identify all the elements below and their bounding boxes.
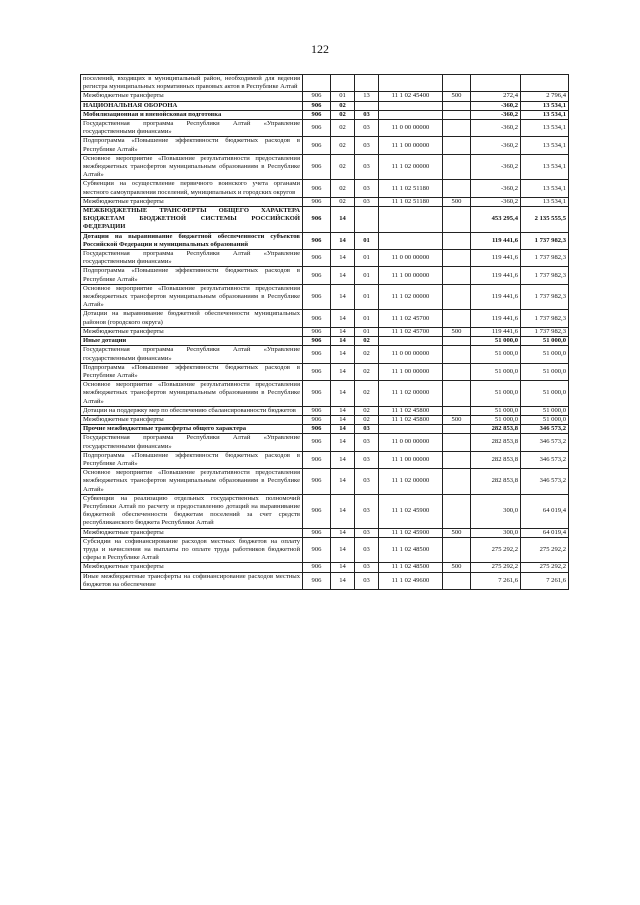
amount-year-2: 275 292,2 bbox=[521, 563, 569, 572]
row-name: Государственная программа Республики Алтай «Управление государственными финансами» bbox=[81, 120, 303, 137]
amount-year-2: 13 534,1 bbox=[521, 110, 569, 119]
subsection-code: 03 bbox=[355, 180, 379, 197]
section-code: 14 bbox=[331, 250, 355, 267]
table-row bbox=[81, 451, 569, 468]
subsection-code: 03 bbox=[355, 137, 379, 154]
amount-year-2: 13 534,1 bbox=[521, 197, 569, 206]
ministry-code: 906 bbox=[303, 381, 331, 407]
ministry-code: 906 bbox=[303, 346, 331, 363]
expense-type-code bbox=[443, 110, 471, 119]
section-code: 14 bbox=[331, 381, 355, 407]
amount-year-2: 64 019,4 bbox=[521, 528, 569, 537]
expense-type-code bbox=[443, 425, 471, 434]
subsection-code: 01 bbox=[355, 232, 379, 249]
row-name: Подпрограмма «Повышение эффективности бюджетных расходов в Республике Алтай» bbox=[81, 451, 303, 468]
expense-type-code bbox=[443, 363, 471, 380]
subsection-code: 03 bbox=[355, 494, 379, 528]
amount-year-1: 119 441,6 bbox=[471, 232, 521, 249]
amount-year-2: 346 573,2 bbox=[521, 451, 569, 468]
table-row bbox=[81, 469, 569, 495]
subsection-code: 03 bbox=[355, 425, 379, 434]
amount-year-2: 51 000,0 bbox=[521, 406, 569, 415]
target-article-code: 11 1 02 45900 bbox=[379, 494, 443, 528]
ministry-code: 906 bbox=[303, 110, 331, 119]
ministry-code: 906 bbox=[303, 337, 331, 346]
section-code: 02 bbox=[331, 197, 355, 206]
ministry-code: 906 bbox=[303, 207, 331, 233]
expense-type-code bbox=[443, 267, 471, 284]
ministry-code: 906 bbox=[303, 154, 331, 180]
table-row bbox=[81, 381, 569, 407]
amount-year-1: 282 853,8 bbox=[471, 469, 521, 495]
amount-year-1: 119 441,6 bbox=[471, 267, 521, 284]
expense-type-code bbox=[443, 207, 471, 233]
row-name: Дотации на выравнивание бюджетной обеспеченности субъектов Российской Федерации и муниципальных образований bbox=[81, 232, 303, 249]
expense-type-code bbox=[443, 346, 471, 363]
amount-year-1: 119 441,6 bbox=[471, 310, 521, 327]
section-code: 01 bbox=[331, 92, 355, 101]
row-name: Государственная программа Республики Алтай «Управление государственными финансами» bbox=[81, 434, 303, 451]
row-name: Межбюджетные трансферты bbox=[81, 92, 303, 101]
ministry-code: 906 bbox=[303, 434, 331, 451]
row-name: Межбюджетные трансферты bbox=[81, 415, 303, 424]
amount-year-1: 51 000,0 bbox=[471, 415, 521, 424]
expense-type-code bbox=[443, 572, 471, 589]
row-name: Межбюджетные трансферты bbox=[81, 327, 303, 336]
amount-year-1: 300,0 bbox=[471, 528, 521, 537]
table-row bbox=[81, 572, 569, 589]
section-code: 14 bbox=[331, 267, 355, 284]
table-row bbox=[81, 363, 569, 380]
target-article-code: 11 1 02 45900 bbox=[379, 528, 443, 537]
section-code: 02 bbox=[331, 110, 355, 119]
section-code: 14 bbox=[331, 425, 355, 434]
section-code: 14 bbox=[331, 528, 355, 537]
ministry-code: 906 bbox=[303, 250, 331, 267]
target-article-code bbox=[379, 425, 443, 434]
row-name: Основное мероприятие «Повышение результативности предоставления межбюджетных трансфертов муниципальным образованиям в Республике Алтай» bbox=[81, 284, 303, 310]
target-article-code: 11 1 02 45800 bbox=[379, 415, 443, 424]
table-row bbox=[81, 494, 569, 528]
amount-year-1 bbox=[471, 75, 521, 92]
amount-year-1: 282 853,8 bbox=[471, 451, 521, 468]
section-code bbox=[331, 75, 355, 92]
amount-year-2: 275 292,2 bbox=[521, 537, 569, 563]
subsection-code: 03 bbox=[355, 451, 379, 468]
subsection-code: 02 bbox=[355, 363, 379, 380]
section-code: 14 bbox=[331, 284, 355, 310]
amount-year-1: 51 000,0 bbox=[471, 381, 521, 407]
target-article-code: 11 1 02 49600 bbox=[379, 572, 443, 589]
ministry-code: 906 bbox=[303, 494, 331, 528]
expense-type-code bbox=[443, 232, 471, 249]
ministry-code: 906 bbox=[303, 572, 331, 589]
section-code: 02 bbox=[331, 137, 355, 154]
ministry-code: 906 bbox=[303, 267, 331, 284]
section-code: 14 bbox=[331, 537, 355, 563]
amount-year-2: 51 000,0 bbox=[521, 363, 569, 380]
amount-year-2: 2 135 555,5 bbox=[521, 207, 569, 233]
table-row bbox=[81, 284, 569, 310]
subsection-code bbox=[355, 207, 379, 233]
amount-year-1: -360,2 bbox=[471, 154, 521, 180]
ministry-code: 906 bbox=[303, 101, 331, 110]
expense-type-code bbox=[443, 180, 471, 197]
section-code: 02 bbox=[331, 154, 355, 180]
table-row bbox=[81, 250, 569, 267]
subsection-code bbox=[355, 75, 379, 92]
amount-year-1: 275 292,2 bbox=[471, 563, 521, 572]
amount-year-2: 1 737 982,3 bbox=[521, 267, 569, 284]
row-name: Основное мероприятие «Повышение результативности предоставления межбюджетных трансфертов муниципальным образованиям в Республике Алтай» bbox=[81, 381, 303, 407]
target-article-code: 11 1 02 00000 bbox=[379, 381, 443, 407]
expense-type-code bbox=[443, 469, 471, 495]
section-code: 14 bbox=[331, 363, 355, 380]
section-code: 14 bbox=[331, 232, 355, 249]
target-article-code: 11 0 00 00000 bbox=[379, 434, 443, 451]
amount-year-2: 64 019,4 bbox=[521, 494, 569, 528]
row-name: МЕЖБЮДЖЕТНЫЕ ТРАНСФЕРТЫ ОБЩЕГО ХАРАКТЕРА БЮДЖЕТАМ БЮДЖЕТНОЙ СИСТЕМЫ РОССИЙСКОЙ ФЕДЕРАЦИИ bbox=[81, 207, 303, 233]
amount-year-2: 346 573,2 bbox=[521, 425, 569, 434]
section-code: 14 bbox=[331, 346, 355, 363]
subsection-code: 02 bbox=[355, 337, 379, 346]
expense-type-code: 500 bbox=[443, 415, 471, 424]
table-row bbox=[81, 232, 569, 249]
expense-type-code bbox=[443, 337, 471, 346]
expense-type-code bbox=[443, 537, 471, 563]
expense-type-code bbox=[443, 406, 471, 415]
amount-year-2: 51 000,0 bbox=[521, 346, 569, 363]
row-name: Основное мероприятие «Повышение результативности предоставления межбюджетных трансфертов муниципальным образованиям в Республике Алтай» bbox=[81, 154, 303, 180]
amount-year-2: 51 000,0 bbox=[521, 381, 569, 407]
subsection-code: 02 bbox=[355, 415, 379, 424]
target-article-code bbox=[379, 337, 443, 346]
amount-year-1: 51 000,0 bbox=[471, 406, 521, 415]
page-number: 122 bbox=[311, 42, 329, 56]
target-article-code bbox=[379, 110, 443, 119]
budget-table bbox=[80, 74, 569, 590]
row-name: Межбюджетные трансферты bbox=[81, 197, 303, 206]
ministry-code: 906 bbox=[303, 310, 331, 327]
table-row bbox=[81, 537, 569, 563]
ministry-code bbox=[303, 75, 331, 92]
row-name: Подпрограмма «Повышение эффективности бюджетных расходов в Республике Алтай» bbox=[81, 267, 303, 284]
ministry-code: 906 bbox=[303, 327, 331, 336]
amount-year-1: 272,4 bbox=[471, 92, 521, 101]
section-code: 02 bbox=[331, 120, 355, 137]
subsection-code: 01 bbox=[355, 310, 379, 327]
table-row bbox=[81, 310, 569, 327]
expense-type-code bbox=[443, 494, 471, 528]
amount-year-1: 453 295,4 bbox=[471, 207, 521, 233]
subsection-code: 03 bbox=[355, 197, 379, 206]
target-article-code bbox=[379, 207, 443, 233]
subsection-code: 02 bbox=[355, 346, 379, 363]
expense-type-code bbox=[443, 284, 471, 310]
target-article-code: 11 1 02 51180 bbox=[379, 197, 443, 206]
table-row bbox=[81, 267, 569, 284]
amount-year-2: 1 737 982,3 bbox=[521, 250, 569, 267]
target-article-code: 11 1 02 51180 bbox=[379, 180, 443, 197]
amount-year-2: 13 534,1 bbox=[521, 120, 569, 137]
expense-type-code: 500 bbox=[443, 563, 471, 572]
section-code: 14 bbox=[331, 207, 355, 233]
amount-year-2: 1 737 982,3 bbox=[521, 232, 569, 249]
amount-year-1: 7 261,6 bbox=[471, 572, 521, 589]
table-row bbox=[81, 434, 569, 451]
expense-type-code bbox=[443, 434, 471, 451]
section-code: 14 bbox=[331, 451, 355, 468]
subsection-code: 02 bbox=[355, 381, 379, 407]
table-row bbox=[81, 406, 569, 415]
section-code: 14 bbox=[331, 494, 355, 528]
target-article-code: 11 0 00 00000 bbox=[379, 250, 443, 267]
table-row bbox=[81, 346, 569, 363]
section-code: 14 bbox=[331, 563, 355, 572]
section-code: 14 bbox=[331, 337, 355, 346]
table-row bbox=[81, 207, 569, 233]
section-code: 14 bbox=[331, 310, 355, 327]
section-code: 14 bbox=[331, 469, 355, 495]
amount-year-1: -360,2 bbox=[471, 101, 521, 110]
amount-year-1: 51 000,0 bbox=[471, 346, 521, 363]
target-article-code: 11 1 02 00000 bbox=[379, 469, 443, 495]
section-code: 14 bbox=[331, 434, 355, 451]
amount-year-2: 51 000,0 bbox=[521, 337, 569, 346]
table-row bbox=[81, 528, 569, 537]
expense-type-code bbox=[443, 381, 471, 407]
target-article-code bbox=[379, 232, 443, 249]
row-name: Прочие межбюджетные трансферты общего характера bbox=[81, 425, 303, 434]
subsection-code: 03 bbox=[355, 563, 379, 572]
ministry-code: 906 bbox=[303, 363, 331, 380]
subsection-code: 03 bbox=[355, 537, 379, 563]
amount-year-2: 7 261,6 bbox=[521, 572, 569, 589]
ministry-code: 906 bbox=[303, 197, 331, 206]
amount-year-1: -360,2 bbox=[471, 180, 521, 197]
ministry-code: 906 bbox=[303, 137, 331, 154]
row-name: Государственная программа Республики Алтай «Управление государственными финансами» bbox=[81, 250, 303, 267]
ministry-code: 906 bbox=[303, 406, 331, 415]
row-name: Дотации на поддержку мер по обеспечению сбалансированности бюджетов bbox=[81, 406, 303, 415]
ministry-code: 906 bbox=[303, 537, 331, 563]
table-row bbox=[81, 337, 569, 346]
target-article-code: 11 1 02 48500 bbox=[379, 537, 443, 563]
expense-type-code: 500 bbox=[443, 197, 471, 206]
ministry-code: 906 bbox=[303, 469, 331, 495]
subsection-code: 01 bbox=[355, 284, 379, 310]
row-name: Мобилизационная и вневойсковая подготовка bbox=[81, 110, 303, 119]
subsection-code: 03 bbox=[355, 572, 379, 589]
amount-year-1: 275 292,2 bbox=[471, 537, 521, 563]
table-row bbox=[81, 137, 569, 154]
amount-year-2: 2 796,4 bbox=[521, 92, 569, 101]
row-name: Дотации на выравнивание бюджетной обеспеченности муниципальных районов (городского округа) bbox=[81, 310, 303, 327]
section-code: 14 bbox=[331, 572, 355, 589]
row-name: Субвенции на осуществление первичного воинского учета органами местного самоуправления поселений, муниципальных и городских округов bbox=[81, 180, 303, 197]
table-row bbox=[81, 101, 569, 110]
subsection-code: 01 bbox=[355, 250, 379, 267]
amount-year-2: 346 573,2 bbox=[521, 469, 569, 495]
row-name: Государственная программа Республики Алтай «Управление государственными финансами» bbox=[81, 346, 303, 363]
amount-year-2: 346 573,2 bbox=[521, 434, 569, 451]
row-name: Подпрограмма «Повышение эффективности бюджетных расходов в Республике Алтай» bbox=[81, 363, 303, 380]
target-article-code: 11 1 00 00000 bbox=[379, 363, 443, 380]
subsection-code: 03 bbox=[355, 469, 379, 495]
target-article-code: 11 1 02 00000 bbox=[379, 154, 443, 180]
ministry-code: 906 bbox=[303, 180, 331, 197]
section-code: 14 bbox=[331, 327, 355, 336]
subsection-code: 03 bbox=[355, 120, 379, 137]
amount-year-1: -360,2 bbox=[471, 137, 521, 154]
amount-year-2: 13 534,1 bbox=[521, 180, 569, 197]
target-article-code: 11 0 00 00000 bbox=[379, 346, 443, 363]
section-code: 14 bbox=[331, 415, 355, 424]
table-row bbox=[81, 180, 569, 197]
subsection-code: 01 bbox=[355, 267, 379, 284]
amount-year-1: 51 000,0 bbox=[471, 337, 521, 346]
subsection-code: 03 bbox=[355, 528, 379, 537]
amount-year-1: 300,0 bbox=[471, 494, 521, 528]
expense-type-code bbox=[443, 154, 471, 180]
expense-type-code bbox=[443, 451, 471, 468]
expense-type-code bbox=[443, 250, 471, 267]
section-code: 02 bbox=[331, 101, 355, 110]
amount-year-1: 282 853,8 bbox=[471, 425, 521, 434]
amount-year-2: 13 534,1 bbox=[521, 154, 569, 180]
expense-type-code: 500 bbox=[443, 327, 471, 336]
ministry-code: 906 bbox=[303, 451, 331, 468]
row-name: Иные дотации bbox=[81, 337, 303, 346]
amount-year-2: 13 534,1 bbox=[521, 101, 569, 110]
expense-type-code bbox=[443, 310, 471, 327]
expense-type-code bbox=[443, 101, 471, 110]
section-code: 14 bbox=[331, 406, 355, 415]
subsection-code bbox=[355, 101, 379, 110]
amount-year-2: 51 000,0 bbox=[521, 415, 569, 424]
amount-year-1: 282 853,8 bbox=[471, 434, 521, 451]
row-name: Субвенции на реализацию отдельных государственных полномочий Республики Алтай по расчету и предоставлению дотаций на выравнивание бюджетной обеспеченности бюджетам поселений за счет средств республиканского бюджета Республики Алтай bbox=[81, 494, 303, 528]
row-name: НАЦИОНАЛЬНАЯ ОБОРОНА bbox=[81, 101, 303, 110]
target-article-code bbox=[379, 75, 443, 92]
target-article-code: 11 1 00 00000 bbox=[379, 451, 443, 468]
row-name: Межбюджетные трансферты bbox=[81, 528, 303, 537]
table-row bbox=[81, 327, 569, 336]
amount-year-1: 51 000,0 bbox=[471, 363, 521, 380]
ministry-code: 906 bbox=[303, 425, 331, 434]
table-row bbox=[81, 110, 569, 119]
table-row bbox=[81, 563, 569, 572]
ministry-code: 906 bbox=[303, 232, 331, 249]
table-row bbox=[81, 120, 569, 137]
expense-type-code bbox=[443, 120, 471, 137]
target-article-code: 11 1 02 45700 bbox=[379, 327, 443, 336]
target-article-code bbox=[379, 101, 443, 110]
table-row bbox=[81, 154, 569, 180]
row-name: Межбюджетные трансферты bbox=[81, 563, 303, 572]
subsection-code: 01 bbox=[355, 327, 379, 336]
amount-year-1: 119 441,6 bbox=[471, 327, 521, 336]
amount-year-2: 1 737 982,3 bbox=[521, 284, 569, 310]
ministry-code: 906 bbox=[303, 563, 331, 572]
amount-year-2: 13 534,1 bbox=[521, 137, 569, 154]
ministry-code: 906 bbox=[303, 284, 331, 310]
ministry-code: 906 bbox=[303, 120, 331, 137]
amount-year-1: 119 441,6 bbox=[471, 250, 521, 267]
row-name: Иные межбюджетные трансферты на софинансирование расходов местных бюджетов на обеспечение bbox=[81, 572, 303, 589]
target-article-code: 11 1 02 45800 bbox=[379, 406, 443, 415]
ministry-code: 906 bbox=[303, 92, 331, 101]
target-article-code: 11 1 02 45400 bbox=[379, 92, 443, 101]
amount-year-2 bbox=[521, 75, 569, 92]
target-article-code: 11 1 02 00000 bbox=[379, 284, 443, 310]
target-article-code: 11 1 00 00000 bbox=[379, 267, 443, 284]
amount-year-1: -360,2 bbox=[471, 197, 521, 206]
amount-year-1: -360,2 bbox=[471, 110, 521, 119]
table-row bbox=[81, 197, 569, 206]
table-row bbox=[81, 415, 569, 424]
subsection-code: 03 bbox=[355, 110, 379, 119]
ministry-code: 906 bbox=[303, 415, 331, 424]
subsection-code: 02 bbox=[355, 406, 379, 415]
ministry-code: 906 bbox=[303, 528, 331, 537]
target-article-code: 11 1 02 48500 bbox=[379, 563, 443, 572]
expense-type-code: 500 bbox=[443, 92, 471, 101]
row-name: Основное мероприятие «Повышение результативности предоставления межбюджетных трансфертов муниципальным образованиям в Республике Алтай» bbox=[81, 469, 303, 495]
target-article-code: 11 1 00 00000 bbox=[379, 137, 443, 154]
section-code: 02 bbox=[331, 180, 355, 197]
subsection-code: 03 bbox=[355, 434, 379, 451]
amount-year-1: -360,2 bbox=[471, 120, 521, 137]
target-article-code: 11 1 02 45700 bbox=[379, 310, 443, 327]
table-row bbox=[81, 425, 569, 434]
row-name: поселений, входящих в муниципальный район, необходимой для ведения регистра муниципальных нормативных правовых актов в Республике Алтай bbox=[81, 75, 303, 92]
amount-year-2: 1 737 982,3 bbox=[521, 327, 569, 336]
expense-type-code bbox=[443, 137, 471, 154]
subsection-code: 13 bbox=[355, 92, 379, 101]
expense-type-code bbox=[443, 75, 471, 92]
amount-year-2: 1 737 982,3 bbox=[521, 310, 569, 327]
subsection-code: 03 bbox=[355, 154, 379, 180]
expense-type-code: 500 bbox=[443, 528, 471, 537]
table-row bbox=[81, 75, 569, 92]
target-article-code: 11 0 00 00000 bbox=[379, 120, 443, 137]
row-name: Субсидии на софинансирование расходов местных бюджетов на оплату труда и начисления на выплаты по оплате труда работников бюджетной сферы в Республике Алтай bbox=[81, 537, 303, 563]
amount-year-1: 119 441,6 bbox=[471, 284, 521, 310]
row-name: Подпрограмма «Повышение эффективности бюджетных расходов в Республике Алтай» bbox=[81, 137, 303, 154]
table-row bbox=[81, 92, 569, 101]
